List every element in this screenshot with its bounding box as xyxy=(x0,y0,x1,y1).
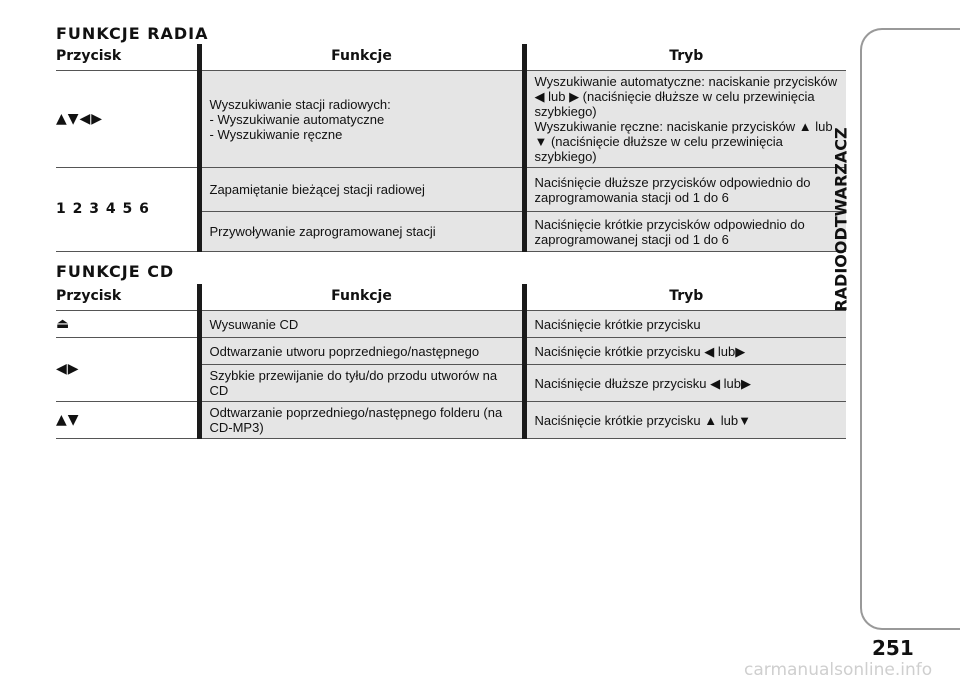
cd-mode-fast: Naciśnięcie dłuższe przycisku ◀ lub▶ xyxy=(524,365,846,402)
table-row xyxy=(56,71,846,168)
preset-buttons-label: 1 2 3 4 5 6 xyxy=(56,168,199,252)
cd-function-eject: Wysuwanie CD xyxy=(199,311,524,338)
radio-header-function: Funkcje xyxy=(199,44,524,71)
page-number: 251 xyxy=(872,636,914,660)
cd-function-folder: Odtwarzanie poprzedniego/następnego folderu (na CD-MP3) xyxy=(199,402,524,439)
cd-header-mode: Tryb xyxy=(524,284,846,311)
cd-function-fast: Szybkie przewijanie do tyłu/do przodu utworów na CD xyxy=(199,365,524,402)
radio-section-title: FUNKCJE RADIA xyxy=(56,24,209,43)
radio-mode-store: Naciśnięcie dłuższe przycisków odpowiednio do zaprogramowania stacji od 1 do 6 xyxy=(524,168,846,212)
cd-mode-track: Naciśnięcie krótkie przycisku ◀ lub▶ xyxy=(524,338,846,365)
cd-section-title: FUNKCJE CD xyxy=(56,262,175,281)
radio-mode-recall: Naciśnięcie krótkie przycisków odpowiednio do zaprogramowanej stacji od 1 do 6 xyxy=(524,212,846,252)
cd-header-button: Przycisk xyxy=(56,284,199,311)
radio-function-recall: Przywoływanie zaprogramowanej stacji xyxy=(199,212,524,252)
chapter-label: RADIOODTWARZACZ xyxy=(831,127,851,312)
cd-mode-eject: Naciśnięcie krótkie przycisku xyxy=(524,311,846,338)
arrow-buttons-label: ▲▼◀▶ xyxy=(56,71,199,168)
cd-function-track: Odtwarzanie utworu poprzedniego/następnego xyxy=(199,338,524,365)
up-down-buttons-label: ▲▼ xyxy=(56,402,199,439)
table-row xyxy=(56,402,846,439)
radio-function-store: Zapamiętanie bieżącej stacji radiowej xyxy=(199,168,524,212)
radio-header-mode: Tryb xyxy=(524,44,846,71)
table-row xyxy=(56,311,846,338)
cd-functions-table xyxy=(56,284,846,439)
table-row xyxy=(56,168,846,212)
radio-mode-search: Wyszukiwanie automatyczne: naciskanie przycisków ◀ lub ▶ (naciśnięcie dłuższe w celu przewinięcia szybkiego) Wyszukiwanie ręczne: naciskanie przycisków ▲ lub ▼ (naciśnięcie dłuższe w celu przewinięcia szybkiego) xyxy=(524,71,846,168)
table-row xyxy=(56,338,846,365)
chapter-tab xyxy=(860,28,960,630)
radio-function-search: Wyszukiwanie stacji radiowych: - Wyszukiwanie automatyczne - Wyszukiwanie ręczne xyxy=(199,71,524,168)
watermark: carmanualsonline.info xyxy=(744,660,933,680)
eject-icon: ⏏ xyxy=(56,311,199,338)
radio-functions-table xyxy=(56,44,846,252)
cd-header-function: Funkcje xyxy=(199,284,524,311)
radio-header-button: Przycisk xyxy=(56,44,199,71)
cd-mode-folder: Naciśnięcie krótkie przycisku ▲ lub▼ xyxy=(524,402,846,439)
left-right-buttons-label: ◀▶ xyxy=(56,338,199,402)
